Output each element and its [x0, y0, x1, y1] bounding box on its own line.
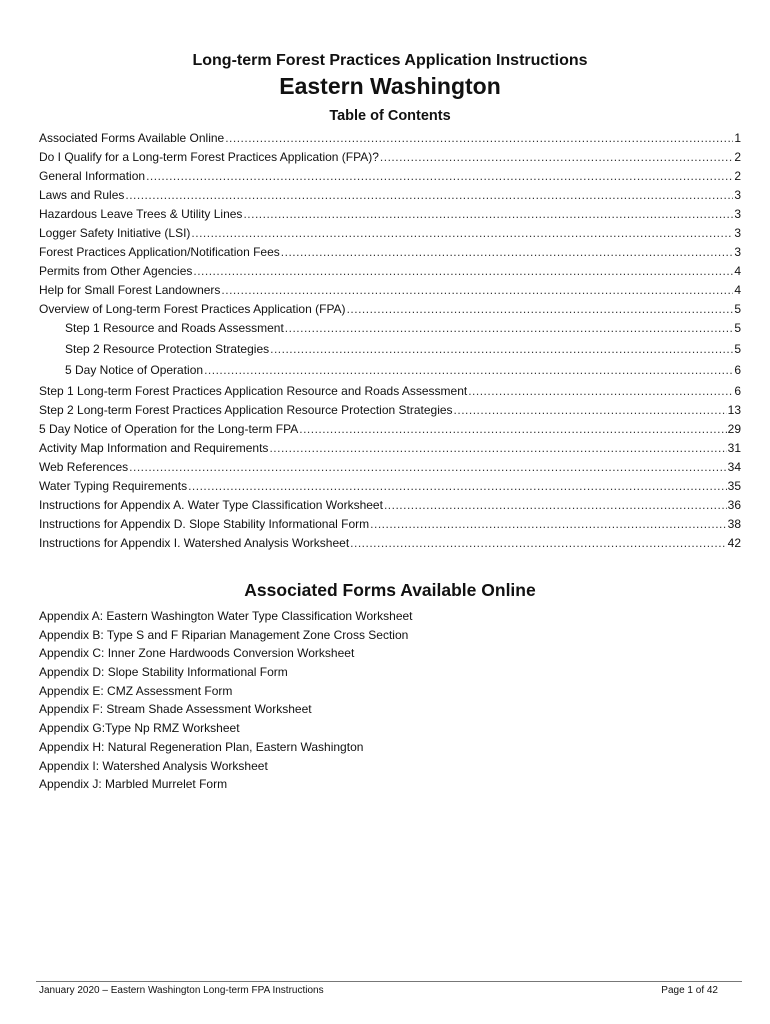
document-subtitle: Eastern Washington — [279, 73, 501, 99]
toc-entry-page: 3 — [734, 207, 741, 221]
toc-leader-dots — [193, 264, 733, 278]
toc-entry[interactable] — [39, 302, 741, 321]
toc-entry-page: 35 — [727, 479, 741, 493]
toc-entry[interactable] — [39, 264, 741, 283]
toc-entry-label: Associated Forms Available Online — [39, 131, 225, 145]
toc-leader-dots — [243, 207, 733, 221]
toc-entry-page: 1 — [734, 131, 741, 145]
appendix-item[interactable]: Appendix B: Type S and F Riparian Management Zone Cross Section — [39, 627, 409, 642]
page-number: Page 1 of 42 — [661, 985, 718, 996]
toc-entry-label: Instructions for Appendix I. Watershed Analysis Worksheet — [39, 536, 350, 550]
toc-entry-label: Help for Small Forest Landowners — [39, 283, 221, 297]
footer-text: January 2020 – Eastern Washington Long-term FPA Instructions — [39, 985, 324, 996]
toc-entry[interactable] — [39, 188, 741, 207]
toc-entry-label: Activity Map Information and Requirements — [39, 441, 269, 455]
toc-entry-page: 36 — [727, 498, 741, 512]
toc-entry-label: General Information — [39, 169, 146, 183]
toc-leader-dots — [191, 226, 733, 240]
toc-entry-page: 29 — [727, 422, 741, 436]
toc-entry[interactable] — [39, 441, 741, 460]
toc-entry-page: 4 — [734, 283, 741, 297]
toc-leader-dots — [129, 460, 726, 474]
toc-entry-label: Step 2 Resource Protection Strategies — [65, 342, 270, 356]
toc-entry-page: 2 — [734, 150, 741, 164]
appendix-list — [39, 607, 739, 794]
toc-entry[interactable] — [39, 384, 741, 403]
appendix-item[interactable]: Appendix E: CMZ Assessment Form — [39, 683, 233, 698]
toc-leader-dots — [221, 283, 733, 297]
appendix-item[interactable]: Appendix H: Natural Regeneration Plan, Eastern Washington — [39, 739, 364, 754]
toc-leader-dots — [188, 479, 727, 493]
toc-entry-page: 3 — [734, 245, 741, 259]
document-title: Long-term Forest Practices Application Instructions — [192, 52, 588, 69]
toc-entry-page: 5 — [734, 342, 741, 356]
toc-entry-label: Step 2 Long-term Forest Practices Application Resource Protection Strategies — [39, 403, 453, 417]
toc-entry[interactable] — [39, 422, 741, 441]
toc-entry[interactable] — [39, 245, 741, 264]
toc-entry[interactable] — [39, 403, 741, 422]
toc-entry[interactable] — [39, 226, 741, 245]
toc-entry-label: Instructions for Appendix D. Slope Stability Informational Form — [39, 517, 370, 531]
toc-entry-label: Hazardous Leave Trees & Utility Lines — [39, 207, 243, 221]
toc-entry-label: Water Typing Requirements — [39, 479, 188, 493]
toc-leader-dots — [299, 422, 726, 436]
toc-leader-dots — [454, 403, 727, 417]
footer-divider — [36, 981, 742, 982]
toc-entry-label: Permits from Other Agencies — [39, 264, 193, 278]
appendix-item[interactable]: Appendix F: Stream Shade Assessment Worksheet — [39, 702, 312, 717]
toc-entry-label: 5 Day Notice of Operation for the Long-term FPA — [39, 422, 299, 436]
toc-leader-dots — [269, 441, 726, 455]
toc-leader-dots — [146, 169, 733, 183]
toc-entry-label: Overview of Long-term Forest Practices Application (FPA) — [39, 302, 346, 316]
toc-leader-dots — [468, 384, 733, 398]
toc-leader-dots — [370, 517, 726, 531]
toc-leader-dots — [380, 150, 733, 164]
toc-entry-page: 5 — [734, 302, 741, 316]
toc-entry[interactable] — [39, 363, 741, 384]
toc-entry[interactable] — [39, 321, 741, 342]
toc-leader-dots — [204, 363, 733, 377]
appendix-item[interactable]: Appendix A: Eastern Washington Water Type Classification Worksheet — [39, 609, 413, 623]
toc-entry-label: Forest Practices Application/Notification Fees — [39, 245, 280, 259]
toc-entry-label: Logger Safety Initiative (LSI) — [39, 226, 191, 240]
toc-entry-page: 3 — [734, 226, 741, 240]
toc-entry[interactable] — [39, 460, 741, 479]
toc-leader-dots — [225, 131, 733, 145]
toc-entry-label: Step 1 Long-term Forest Practices Application Resource and Roads Assessment — [39, 384, 468, 398]
toc-entry[interactable] — [39, 536, 741, 555]
toc-entry-page: 4 — [734, 264, 741, 278]
appendix-item[interactable]: Appendix J: Marbled Murrelet Form — [39, 777, 228, 792]
toc-entry[interactable] — [39, 342, 741, 363]
toc-entry-label: Web References — [39, 460, 129, 474]
toc-leader-dots — [270, 342, 733, 356]
appendix-item[interactable]: Appendix I: Watershed Analysis Worksheet — [39, 758, 268, 773]
toc-leader-dots — [285, 321, 734, 335]
appendix-item[interactable]: Appendix C: Inner Zone Hardwoods Conversion Worksheet — [39, 646, 355, 661]
toc-entry-label: Instructions for Appendix A. Water Type Classification Worksheet — [39, 498, 383, 512]
toc-entry[interactable] — [39, 283, 741, 302]
toc-entry-label: Do I Qualify for a Long-term Forest Practices Application (FPA)? — [39, 150, 379, 164]
toc-entry-page: 31 — [727, 441, 741, 455]
toc-entry[interactable] — [39, 498, 741, 517]
toc-leader-dots — [347, 302, 734, 316]
toc-entry-page: 6 — [734, 363, 741, 377]
toc-entry-page: 38 — [727, 517, 741, 531]
forms-section-heading: Associated Forms Available Online — [244, 580, 536, 600]
toc-leader-dots — [384, 498, 727, 512]
toc-heading: Table of Contents — [329, 108, 451, 124]
toc-entry-label: 5 Day Notice of Operation — [65, 363, 204, 377]
toc-entry[interactable] — [39, 169, 741, 188]
toc-entry-label: Step 1 Resource and Roads Assessment — [65, 321, 284, 335]
appendix-item[interactable]: Appendix D: Slope Stability Informational Form — [39, 665, 288, 680]
toc-entry-page: 34 — [727, 460, 741, 474]
toc-leader-dots — [125, 188, 733, 202]
toc-entry-page: 5 — [734, 321, 741, 335]
toc-leader-dots — [281, 245, 734, 259]
toc-entry[interactable] — [39, 131, 741, 150]
toc-entry[interactable] — [39, 517, 741, 536]
toc-entry-label: Laws and Rules — [39, 188, 125, 202]
toc-leader-dots — [350, 536, 726, 550]
toc-entry-page: 2 — [734, 169, 741, 183]
toc-entry[interactable] — [39, 150, 741, 169]
toc-entry[interactable] — [39, 479, 741, 498]
toc-entry-page: 6 — [734, 384, 741, 398]
toc-entry[interactable] — [39, 207, 741, 226]
toc-entry-page: 3 — [734, 188, 741, 202]
toc-entry-page: 13 — [727, 403, 741, 417]
appendix-item[interactable]: Appendix G:Type Np RMZ Worksheet — [39, 721, 240, 736]
toc-entry-page: 42 — [727, 536, 741, 550]
table-of-contents — [39, 131, 741, 555]
